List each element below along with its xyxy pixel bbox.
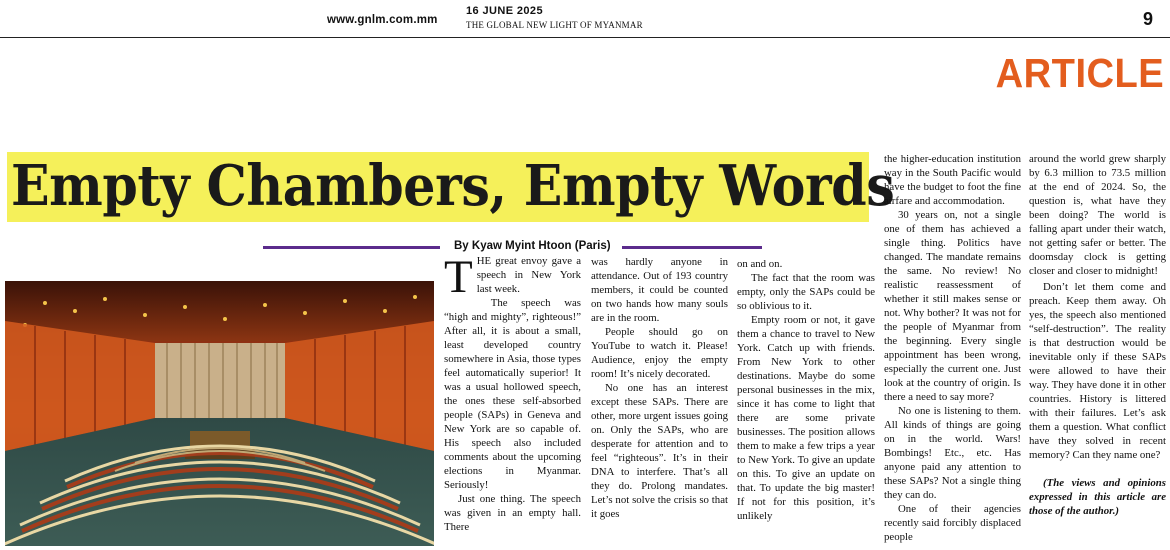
article-paragraph: 30 years on, not a single one of them has achieved a single thing. Politics have changed. The mandate remains the same. No review! No realistic reassessment of whether it still makes sense or not. Why bother? It was not for the people of Myanmar from the beginning. Every single appointment has been wrong, especially the current one. Just look at the country of origin. Is there a need to say more? <box>884 209 1021 403</box>
article-column-3 <box>737 257 875 523</box>
article-paragraph: on and on. <box>737 258 783 270</box>
site-url[interactable]: www.gnlm.com.mm <box>327 14 438 26</box>
article-paragraph <box>444 251 581 303</box>
article-paragraph: The speech was “high and mighty”, righteous!” After all, it is about a small, least developed country somewhere in Asia, those types feel automatically superior! It was a usual hollowed speech, the ones these self-absorbed people (SAPs) in Geneva and New York are so capable of. His speech also included comments about the upcoming elections in Myanmar. Seriously! <box>444 297 581 491</box>
article-column-1 <box>444 251 581 534</box>
article-paragraph: the higher-education institution way in the South Pacific would have the budget to foot the fine airfare and accommodation. <box>884 153 1021 207</box>
article-paragraph: Just one thing. The speech was given in an empty hall. There <box>444 493 581 533</box>
article-paragraph: The fact that the room was empty, only the SAPs could be so oblivious to it. <box>737 272 875 312</box>
article-column-4 <box>884 152 1021 544</box>
article-paragraph: No one is listening to them. All kinds of things are going on in the world. Wars! Bombings! Etc., etc. Has anyone paid any attention to these SAPs? Not a single thing they can do. <box>884 405 1021 501</box>
drop-cap: T <box>444 251 473 303</box>
issue-date: 16 JUNE 2025 <box>466 5 543 17</box>
article-paragraph: People should go on YouTube to watch it. Please! Audience, enjoy the empty room! It’s nicely decorated. <box>591 326 728 380</box>
byline-rule-left <box>263 246 440 249</box>
publication-name: THE GLOBAL NEW LIGHT OF MYANMAR <box>466 20 643 30</box>
article-paragraph: around the world grew sharply by 6.3 million to 73.5 million at the end of 2024. So, the question is, what have they been doing? The world is falling apart under their watch, not getting safer or better. The doomsday clock is getting closer and closer to midnight! <box>1029 153 1166 277</box>
section-label: ARTICLE <box>995 50 1164 96</box>
author-disclaimer: (The views and opinions expressed in this article are those of the author.) <box>1029 477 1166 517</box>
byline: By Kyaw Myint Htoon (Paris) <box>454 240 611 252</box>
article-column-5 <box>1029 152 1166 518</box>
headline: Empty Chambers, Empty Words <box>11 153 895 219</box>
header-rule <box>0 37 1170 38</box>
conference-chamber-photo <box>5 281 434 546</box>
paragraph-text: HE great envoy gave a speech in New York last week. <box>476 255 581 295</box>
article-paragraph: was hardly anyone in attendance. Out of 193 country members, it could be counted on two hands how many souls are in the room. <box>591 256 728 324</box>
article-column-2 <box>591 255 728 521</box>
article-paragraph: Empty room or not, it gave them a chance to travel to New York. Catch up with friends. From New York to other destinations. Maybe do some personal businesses in the mix, since it has come to light that there are some private businesses. The position allows them to make a few trips a year to New York. To give an update on this. To give an update on that. To update the big master! If not for this position, it’s unlikely <box>737 314 875 522</box>
byline-rule-right <box>622 246 762 249</box>
article-paragraph: Don’t let them come and preach. Keep them away. Oh yes, the speech also mentioned “self-destruction”. The reality is that destruction would be inevitable only if these SAPs were allowed to have their way. They have done it in other countries. History is littered with their failures. Let’s ask them a question. What conflict have they solved in recent memory? Can they name one? <box>1029 281 1166 461</box>
article-paragraph: No one has an interest except these SAPs. There are other, more urgent issues going on. Only the SAPs, who are desperate for attention and to feel “righteous”. It’s in their DNA to interfere. That’s all they do. Prolong mandates. Let’s not solve the crisis so that it goes <box>591 382 728 520</box>
page-number: 9 <box>1143 9 1154 29</box>
article-paragraph: One of their agencies recently said forcibly displaced people <box>884 503 1021 543</box>
